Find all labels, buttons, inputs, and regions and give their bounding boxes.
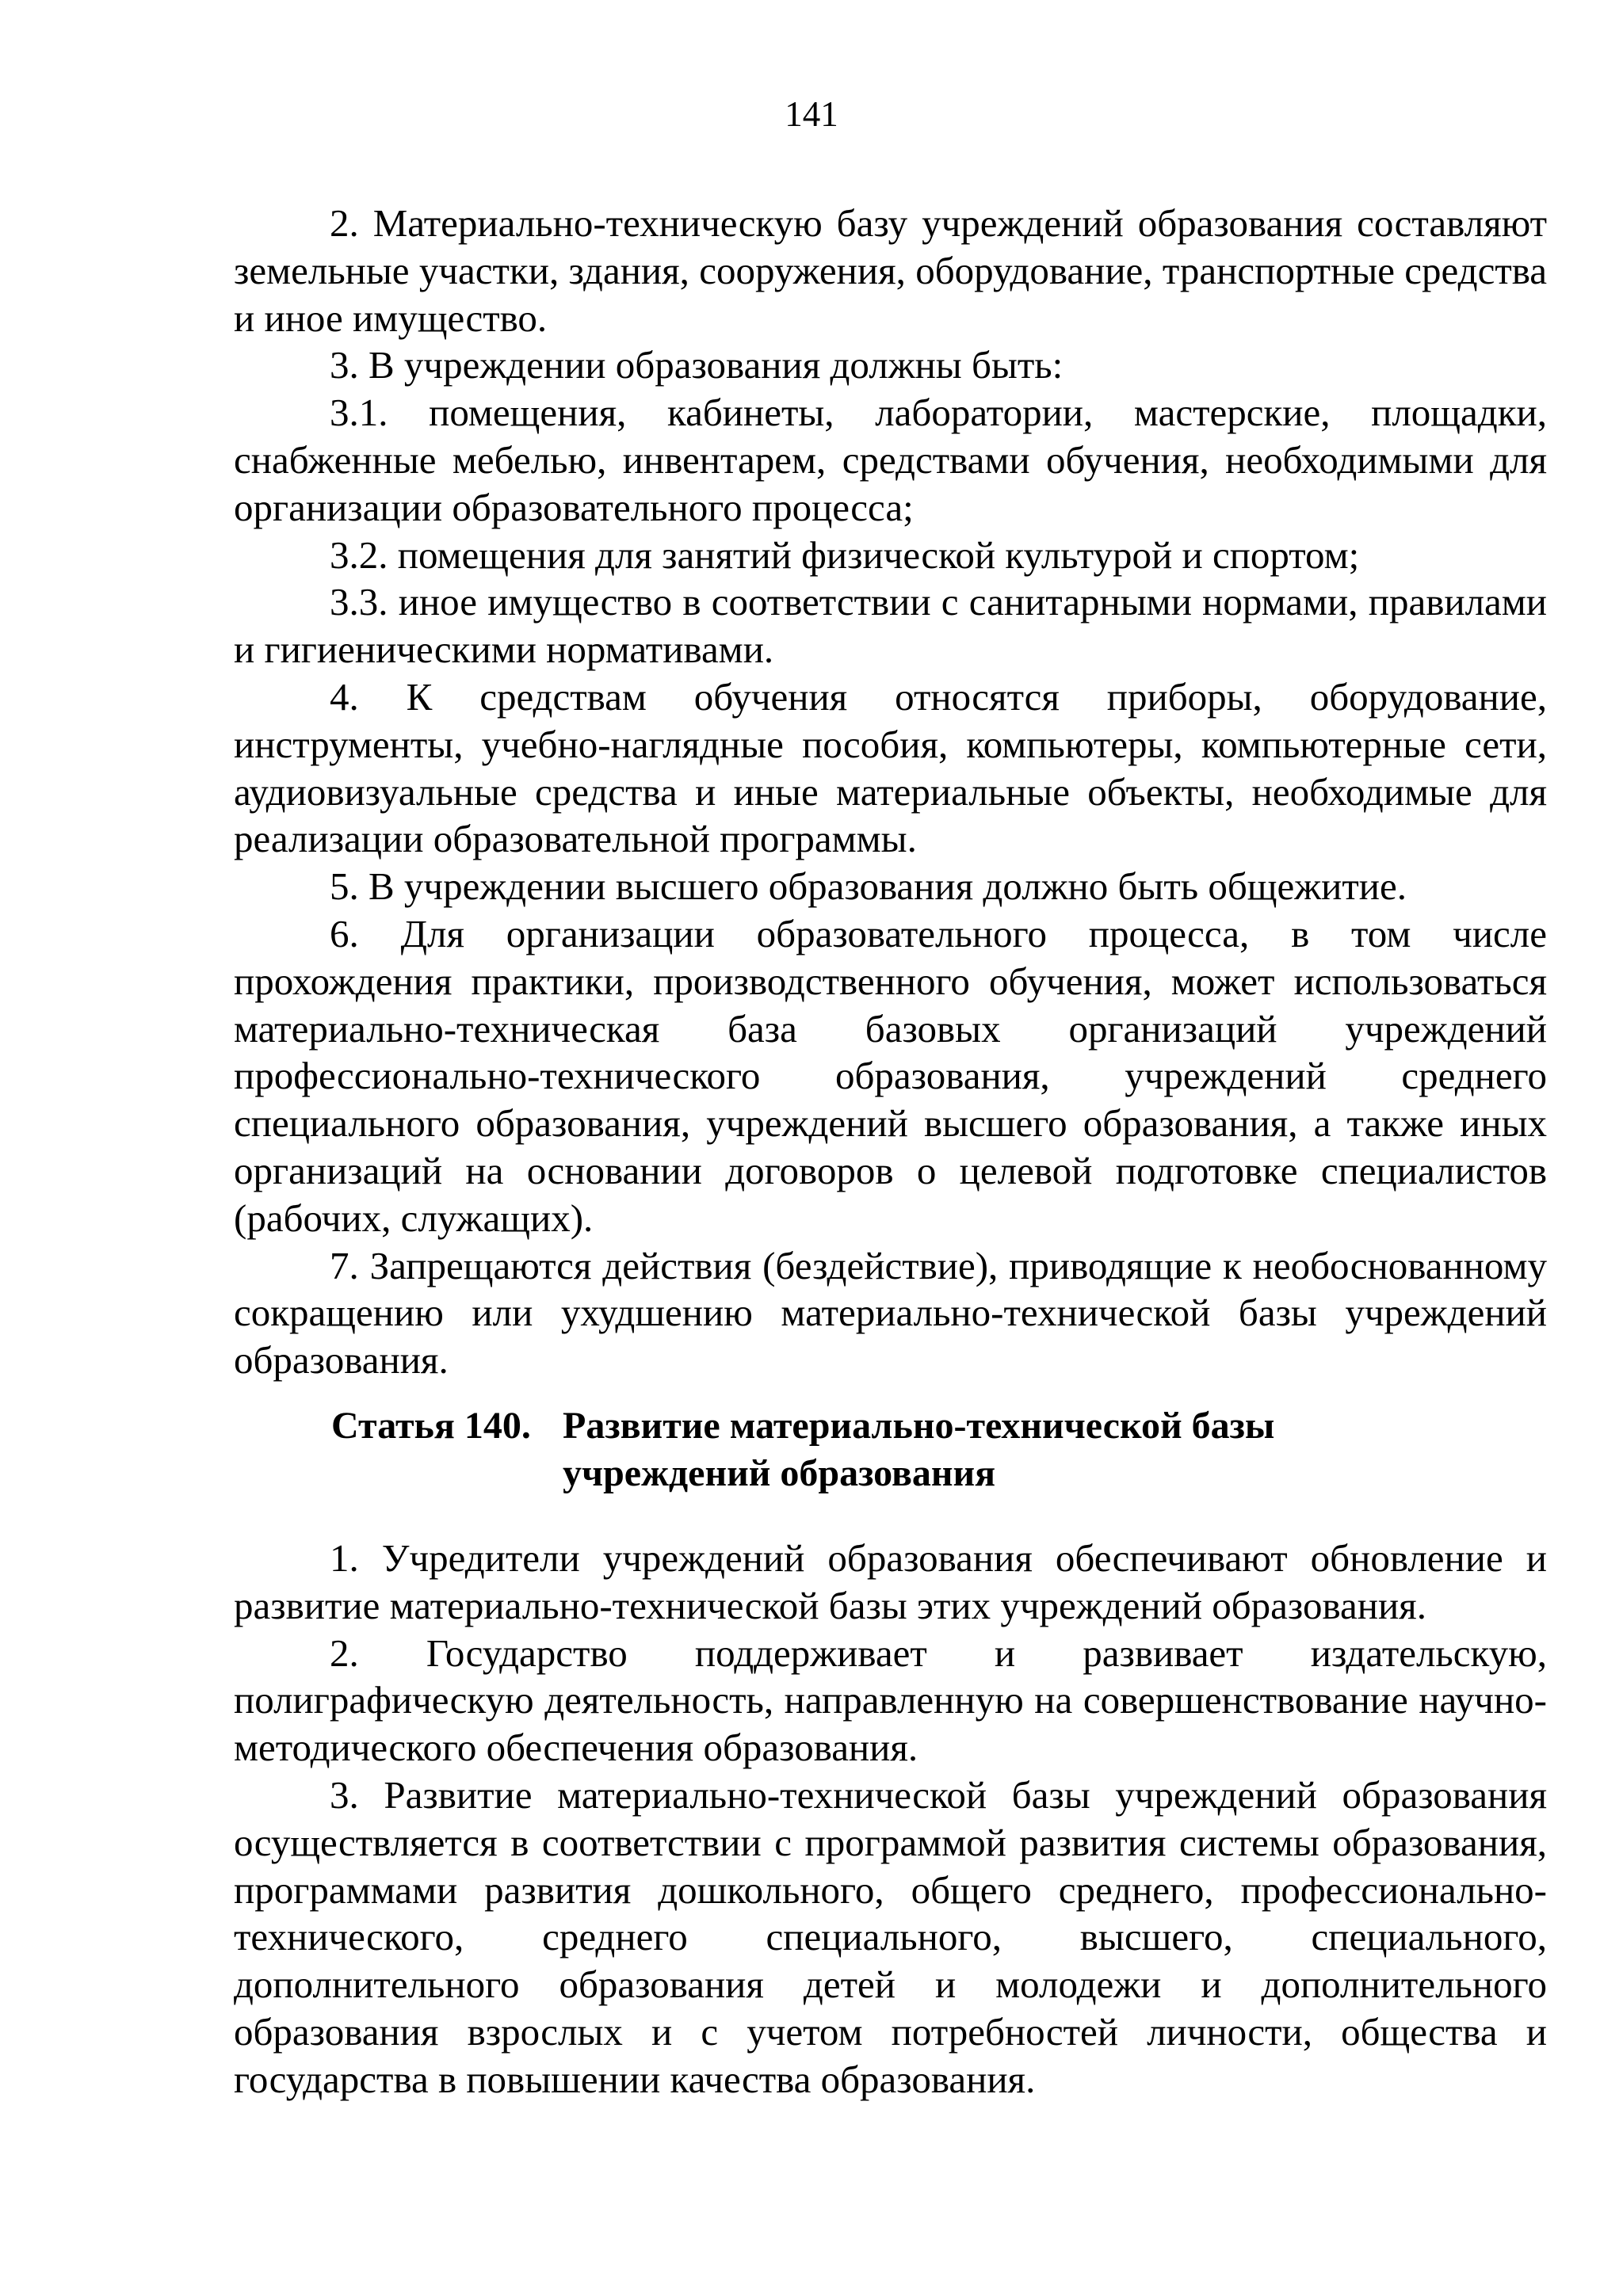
article-title-line-1: Развитие материально-технической базы xyxy=(563,1405,1275,1447)
page-number: 141 xyxy=(785,94,838,134)
paragraph-item-3: 3. В учреждении образования должны быть: xyxy=(330,343,1064,387)
paragraph-140-item-3: 3. Развитие материально-технической базы учреждений образования осуществляется в соответствии с программой развития системы образования, программами развития дошкольного, общего среднего, профессионально-технического, среднего специального, высшего, специального, дополнительного образования детей и молодежи и дополнительного образования взрослых и с учетом потребностей личности, общества и государства в повышении качества образования. xyxy=(234,1772,1547,2101)
paragraph-item-3-3: 3.3. иное имущество в соответствии с санитарными нормами, правилами и гигиеническими нормативами. xyxy=(234,580,1547,672)
paragraph-item-5: 5. В учреждении высшего образования должно быть общежитие. xyxy=(330,864,1407,909)
article-heading xyxy=(331,1402,1355,1497)
paragraph-item-3-1: 3.1. помещения, кабинеты, лаборатории, мастерские, площадки, снабженные мебелью, инвентарем, средствами обучения, необходимыми для организации образовательного процесса; xyxy=(234,391,1547,529)
article-140-body xyxy=(234,1535,1547,2103)
paragraph-item-6: 6. Для организации образовательного процесса, в том числе прохождения практики, производственного обучения, может использоваться материально-техническая база базовых организаций учреждений профессионально-технического образования, учреждений среднего специального образования, учреждений высшего образования, а также иных организаций на основании договоров о целевой подготовке специалистов (рабочих, служащих). xyxy=(234,911,1547,1240)
article-title xyxy=(563,1402,1355,1497)
paragraph-140-item-1: 1. Учредители учреждений образования обеспечивают обновление и развитие материально-технической базы этих учреждений образования. xyxy=(234,1536,1547,1627)
article-139-continuation xyxy=(234,200,1547,1384)
paragraph-item-2: 2. Материально-техническую базу учреждений образования составляют земельные участки, здания, сооружения, оборудование, транспортные средства и иное имущество. xyxy=(234,201,1547,340)
article-title-line-2: учреждений образования xyxy=(563,1452,996,1494)
paragraph-item-3-2: 3.2. помещения для занятий физической культурой и спортом; xyxy=(330,532,1360,577)
article-number: Статья 140. xyxy=(331,1405,531,1447)
paragraph-item-4: 4. К средствам обучения относятся приборы, оборудование, инструменты, учебно-наглядные пособия, компьютеры, компьютерные сети, аудиовизуальные средства и иные материальные объекты, необходимые для реализации образовательной программы. xyxy=(234,674,1547,861)
paragraph-140-item-2: 2. Государство поддерживает и развивает издательскую, полиграфическую деятельность, направленную на совершенствование научно-методического обеспечения образования. xyxy=(234,1630,1547,1770)
paragraph-item-7: 7. Запрещаются действия (бездействие), приводящие к необоснованному сокращению или ухудшению материально-технической базы учреждений образования. xyxy=(234,1243,1547,1383)
